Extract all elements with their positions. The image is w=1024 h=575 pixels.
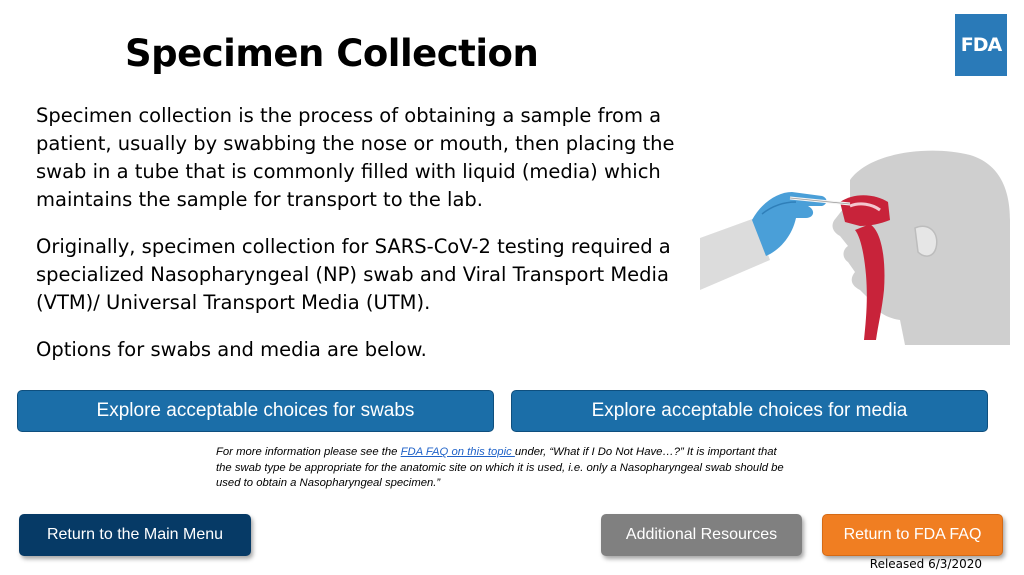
explore-swabs-button[interactable]: Explore acceptable choices for swabs — [17, 390, 494, 432]
faq-note — [216, 445, 791, 492]
intro-paragraph-1: Specimen collection is the process of obtaining a sample from a patient, usually by swabbing the nose or mouth, then placing the swab in a tube that is commonly filled with liquid (media) which maintains the sample for transport to the lab. — [36, 104, 675, 211]
nasal-swab-illustration — [700, 140, 1010, 345]
main-menu-button[interactable]: Return to the Main Menu — [19, 514, 251, 556]
ear-shape — [915, 226, 937, 256]
explore-media-button[interactable]: Explore acceptable choices for media — [511, 390, 988, 432]
intro-paragraph-3: Options for swabs and media are below. — [36, 338, 427, 361]
page-title: Specimen Collection — [125, 32, 539, 75]
additional-resources-button[interactable]: Additional Resources — [601, 514, 802, 556]
intro-text — [36, 102, 704, 383]
nasal-cavity — [840, 195, 890, 226]
intro-paragraph-2: Originally, specimen collection for SARS-CoV-2 testing required a specialized Nasopharyngeal (NP) swab and Viral Transport Media (VTM)/ Universal Transport Media (UTM). — [36, 235, 671, 314]
fda-faq-button[interactable]: Return to FDA FAQ — [822, 514, 1003, 556]
fda-faq-link[interactable]: FDA FAQ on this topic — [400, 446, 515, 458]
note-suffix: under, “What if I Do Not Have…?” It is important that the swab type be appropriate for the anatomic site on which it is used, i.e. only a Nasopharyngeal swab should be used to obtain a Nasopharyngeal specimen.” — [216, 446, 784, 489]
note-prefix: For more information please see the — [216, 446, 401, 458]
release-date: Released 6/3/2020 — [869, 557, 982, 571]
fda-logo: FDA — [955, 14, 1007, 76]
